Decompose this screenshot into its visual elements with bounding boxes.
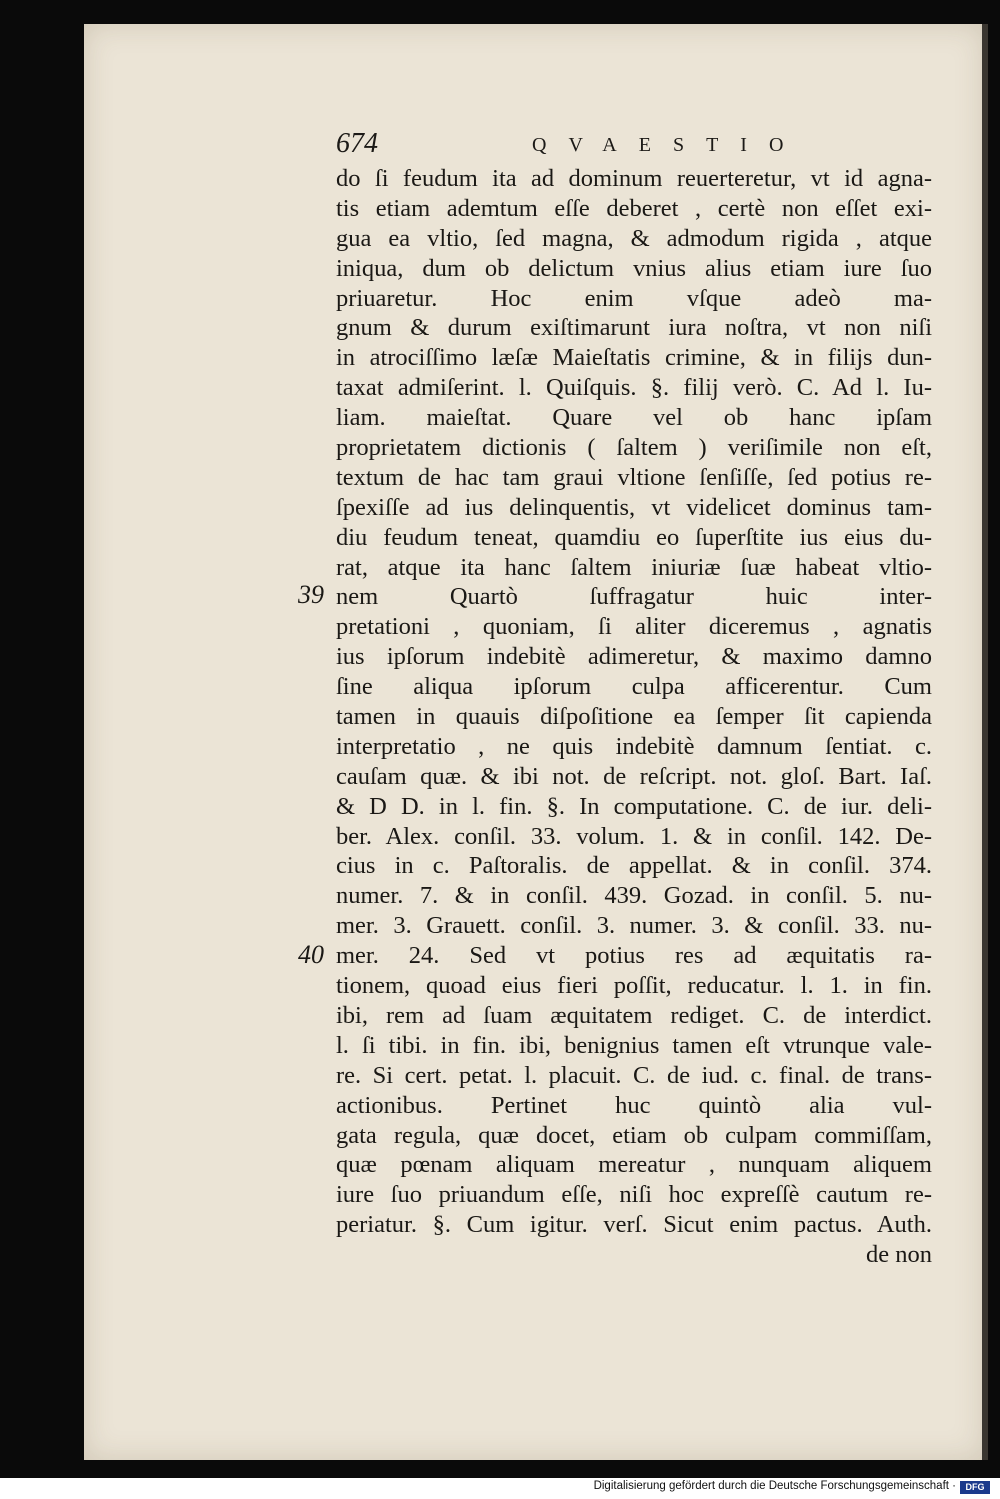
text-line: periatur. §. Cum igitur. verſ. Sicut enim pactus. Auth. bbox=[336, 1211, 932, 1239]
text-line: ibi, rem ad ſuam æquitatem rediget. C. de interdict. bbox=[336, 1001, 932, 1029]
funding-note: Digitalisierung gefördert durch die Deutsche Forschungsgemeinschaft · bbox=[593, 1480, 956, 1492]
footer-bar bbox=[0, 1478, 1000, 1499]
text-line: iniqua, dum ob delictum vnius alius etiam iure ſuo bbox=[336, 254, 932, 282]
text-line: cauſam quæ. & ibi not. de reſcript. not. gloſ. Bart. Iaſ. bbox=[336, 762, 932, 790]
text-line: ius ipſorum indebitè adimeretur, & maximo damno bbox=[336, 643, 932, 671]
text-line: actionibus. Pertinet huc quintò alia vul- bbox=[336, 1091, 932, 1119]
text-line: nem Quartò ſuffragatur huic inter- bbox=[336, 583, 932, 611]
text-line: liam. maieſtat. Quare vel ob hanc ipſam bbox=[336, 404, 932, 432]
body-text bbox=[336, 164, 932, 1270]
running-title: QVAESTIO bbox=[532, 134, 806, 156]
text-line: quæ pœnam aliquam mereatur , nunquam aliquem bbox=[336, 1151, 932, 1179]
text-line: rat, atque ita hanc ſaltem iniuriæ ſuæ habeat vltio- bbox=[336, 553, 932, 581]
text-line: gata regula, quæ docet, etiam ob culpam commiſſam, bbox=[336, 1121, 932, 1149]
dfg-logo-icon: DFG bbox=[960, 1481, 990, 1494]
text-line: proprietatem dictionis ( ſaltem ) veriſimile non eſt, bbox=[336, 434, 932, 462]
catchword: de non bbox=[866, 1241, 932, 1269]
text-line: taxat admiſerint. l. Quiſquis. §. filij verò. C. Ad l. Iu- bbox=[336, 374, 932, 402]
text-line: cius in c. Paſtoralis. de appellat. & in conſil. 374. bbox=[336, 852, 932, 880]
text-line: gnum & durum exiſtimarunt iura noſtra, vt non niſi bbox=[336, 314, 932, 342]
page-number: 674 bbox=[336, 128, 378, 159]
text-line: tis etiam ademtum eſſe deberet , certè non eſſet exi- bbox=[336, 194, 932, 222]
margin-number-40: 40 bbox=[298, 940, 324, 969]
text-line: gua ea vltio, ſed magna, & admodum rigida , atque bbox=[336, 224, 932, 252]
text-line: ſine aliqua ipſorum culpa afficerentur. Cum bbox=[336, 673, 932, 701]
text-line: textum de hac tam graui vltione ſenſiſſe, ſed potius re- bbox=[336, 463, 932, 491]
text-line: interpretatio , ne quis indebitè damnum ſentiat. c. bbox=[336, 732, 932, 760]
page-edge bbox=[982, 24, 988, 1460]
text-line: mer. 3. Grauett. conſil. 3. numer. 3. & conſil. 33. nu- bbox=[336, 912, 932, 940]
text-line: pretationi , quoniam, ſi aliter diceremus , agnatis bbox=[336, 613, 932, 641]
text-line: l. ſi tibi. in fin. ibi, benignius tamen eſt vtrunque vale- bbox=[336, 1031, 932, 1059]
text-line: re. Si cert. petat. l. placuit. C. de iud. c. final. de trans- bbox=[336, 1061, 932, 1089]
text-line: diu feudum teneat, quamdiu eo ſuperſtite ius eius du- bbox=[336, 523, 932, 551]
text-line: ber. Alex. conſil. 33. volum. 1. & in conſil. 142. De- bbox=[336, 822, 932, 850]
text-line: iure ſuo priuandum eſſe, niſi hoc expreſſè cautum re- bbox=[336, 1181, 932, 1209]
text-line: do ſi feudum ita ad dominum reuerteretur, vt id agna- bbox=[336, 165, 932, 192]
text-line: & D D. in l. fin. §. In computatione. C. de iur. deli- bbox=[336, 792, 932, 820]
page-header bbox=[336, 128, 936, 164]
text-line: numer. 7. & in conſil. 439. Gozad. in conſil. 5. nu- bbox=[336, 882, 932, 910]
text-line: in atrociſſimo læſæ Maieſtatis crimine, & in filijs dun- bbox=[336, 344, 932, 372]
text-line: priuaretur. Hoc enim vſque adeò ma- bbox=[336, 284, 932, 312]
margin-number-39: 39 bbox=[298, 580, 324, 609]
text-line: ſpexiſſe ad ius delinquentis, vt videlicet dominus tam- bbox=[336, 493, 932, 521]
text-line: mer. 24. Sed vt potius res ad æquitatis ra- bbox=[336, 942, 932, 970]
text-line: tamen in quauis diſpoſitione ea ſemper ſit capienda bbox=[336, 703, 932, 731]
text-line: tionem, quoad eius fieri poſſit, reducatur. l. 1. in fin. bbox=[336, 972, 932, 1000]
